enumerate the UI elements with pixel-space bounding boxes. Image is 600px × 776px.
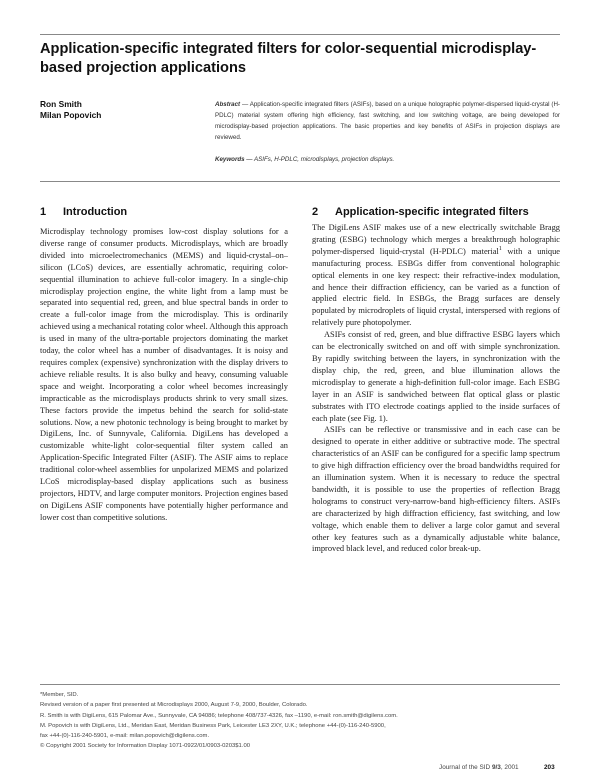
abstract-rule [40,181,560,182]
paragraph-text: with a unique manufacturing process. ESBGs differ from conventional holographic optical elements in one key respect: their refractive-index modulation, and hence their diffraction efficiency, can be varied as a function of applied electric field. In ESBGs, the Bragg surfaces are densely populated by microdroplets of liquid crystal, interspersed with regions of relatively pure photopolymer. [312,246,561,328]
journal-name: Journal of the SID [439,764,491,771]
section-heading-asif [312,205,562,219]
keywords-label: Keywords [215,156,245,163]
paper-title: Application-specific integrated filters for color-sequential microdisplay-based projection applications [40,41,537,76]
journal-issue: 9/3 [491,764,501,771]
journal-footer: Journal of the SID 9/3, 2001 [439,764,519,771]
keywords-text: — ASIFs, H-PDLC, microdisplays, projection displays. [244,156,395,163]
journal-year: 2001 [504,764,519,771]
section-heading-introduction [40,205,290,219]
asif-column [312,222,560,555]
abstract-label: Abstract [215,101,241,108]
author-name: Milan Popovich [40,110,102,120]
intro-column [40,226,288,524]
section-title: Application-specific integrated filters [335,206,529,218]
footnote: fax +44-(0)-116-240-5901, e-mail: milan.popovich@digilens.com. [40,733,210,740]
footnote-ref[interactable]: 1 [498,246,502,253]
footnote-rule [40,684,560,685]
keywords [215,154,560,165]
paragraph-text: The DigiLens ASIF makes use of a new electrically switchable Bragg grating (ESBG) technology which merges a breakthrough holographic polymer-dispersed liquid-crystal (H-PDLC) material [312,223,560,256]
paragraph: ASIFs consist of red, green, and blue diffractive ESBG layers which can be electronically switched on and off with simple synchronization. By rapidly switching between the layers, in synchronization with the display chip, the red, green, and blue illumination allows the microdisplay to generate a high-definition full-color image. Each ESBG layer in an ASIF is sandwiched between flat optical glass or plastic substrates with ITO electrode coatings applied to the inside surfaces of each plate (see Fig. 1). [312,330,560,423]
paragraph: ASIFs can be reflective or transmissive and in each case can be designed to operate in either additive or subtractive mode. The spectral characteristics of an ASIF can be configured for a specific lamp spectrum to give high diffraction efficiency over the broad bandwidths required for an illumination system. When it is necessary to reduce the spectral bandwidth, it is possible to use the properties of reflection Bragg holograms to construct very-narrow-band high-efficiency filters. ASIFs are characterized by high diffraction efficiency, fast switching, and low voltage, which enable them to deliver a large color gamut and several other key features such as a dynamically adjustable white balance, improved black level, and reduced color break-up. [312,425,560,554]
section-number: 1 [40,206,47,218]
abstract [215,99,560,143]
author-name: Ron Smith [40,99,82,109]
top-rule [40,34,560,35]
author-list [40,99,200,121]
paragraph [312,222,560,329]
paragraph: Microdisplay technology promises low-cost display solutions for a diverse range of consumer products. Microdisplays, which are broadly divided into microelectromechanics (MEMS) and liquid-crystal–on–silicon (LCoS) devices, are essentially achromatic, requiring color-sequential illumination to achieve full-color imagery. In a single-chip microdisplay projection engine, the white light from a lamp must be separated into sequential red, green, and blue spectral bands in order to create a full-color image from the microdisplay. This is ordinarily achieved using a mechanical rotating color wheel. Although this approach is used in many of the ultra-portable projectors dominating the market today, the color wheel has a number of disadvantages. It is noisy and requires complex (expensive) synchronization with the display drivers to achieve reliable results. It is also bulky and heavy, consuming valuable space and weight. Incorporating a color wheel becomes increasingly impracticable as the microdisplays products shrink to very small sizes. These factors provide the impetus behind the search for solid-state solutions. Now, a new photonic technology is being brought to market by DigiLens, Inc. of Sunnyvale, California. DigiLens has developed a customizable white-light color-sequential filter system called an Application-Specific Integrated Filter (ASIF). The ASIF aims to replace traditional color-wheel assemblies for unpolarized MEMS and polarized LCoS microdisplay-based display applications such as business projectors, HDTV, and large computer monitors. Projection engines based on DigiLens ASIF components have potentially higher performance and lower cost than competitive solutions. [40,227,288,522]
abstract-text: — Application-specific integrated filters (ASIFs), based on a unique holographic polymer-dispersed liquid-crystal (H-PDLC) material system offering high efficiency, fast switching, and low switching voltage, are being developed for microdisplay-based projection applications. The basic properties and key benefits of ASIFs in projection displays are reviewed. [215,101,560,141]
footnote: © Copyright 2001 Society for Information Display 1071-0922/01/0903-0203$1.00 [40,743,250,750]
section-title: Introduction [63,206,128,218]
footnote: R. Smith is with DigiLens, 615 Palomar Ave., Sunnyvale, CA 94086; telephone 408/737-4326, fax –1190, e-mail: ron.smith@digilens.com. [40,712,398,719]
section-number: 2 [312,206,319,218]
footnote: M. Popovich is with DigiLens, Ltd., Meridan East, Meridan Business Park, Leicester LE3 2XY, U.K.; telephone +44-(0)-116-240-5900, [40,722,386,729]
footnote: *Member, SID. [40,692,79,698]
footnote: Revised version of a paper first presented at Microdisplays 2000, August 7-9, 2000, Boulder, Colorado. [40,702,308,709]
page-number: 203 [544,764,555,771]
footnotes [40,690,560,752]
